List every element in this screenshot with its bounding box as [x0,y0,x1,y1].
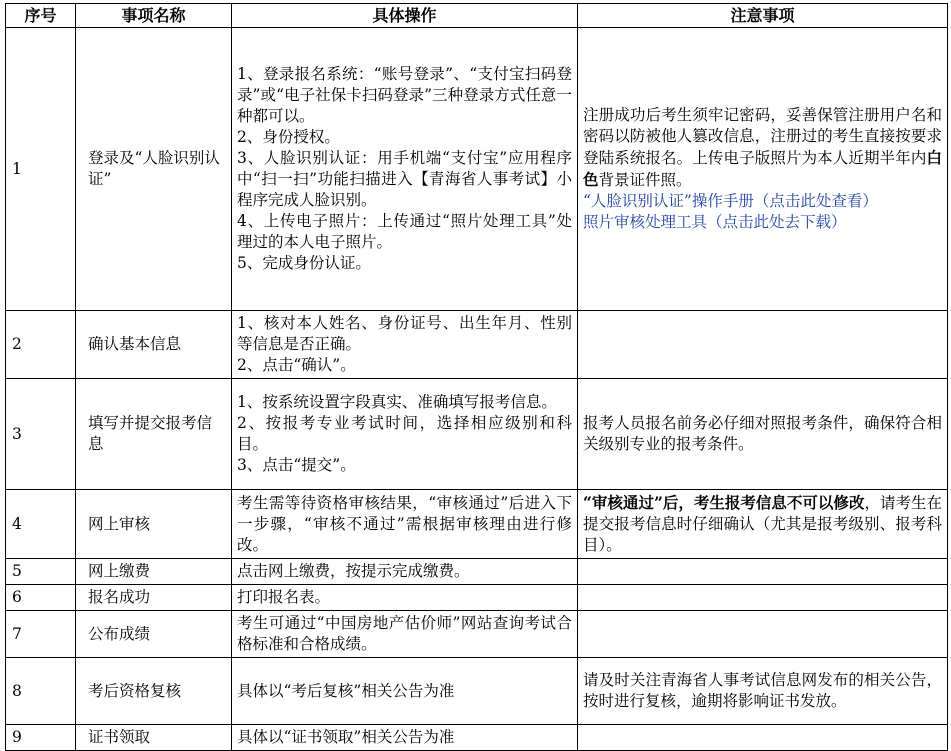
row-index: 2 [6,311,76,379]
row-operation [232,490,578,559]
header-notes: 注意事项 [578,4,948,28]
row-notes [578,611,948,658]
table-row [6,585,948,611]
op-line: 2、按报考专业考试时间，选择相应级别和科目。 [237,414,572,453]
row-index: 5 [6,559,76,585]
header-name: 事项名称 [76,4,232,28]
row-index: 1 [6,28,76,311]
table-row [6,490,948,559]
table-row [6,379,948,490]
note-text-part: ，请考生在提交报考信息时仔细确认（尤其是报考级别、报考科目）。 [583,494,942,554]
row-notes [578,311,948,379]
op-line: 考生可通过“中国房地产估价师”网站查询考试合格标准和合格成绩。 [237,614,572,653]
table-row [6,725,948,751]
op-line: 3、人脸识别认证：用手机端“支付宝”应用程序中“扫一扫”功能扫描进入【青海省人事考试】小程序完成人脸识别。 [237,149,572,209]
row-name: 报名成功 [76,585,232,611]
note-text-part: 背景证件照。 [598,171,692,189]
op-line: 1、核对本人姓名、身份证号、出生年月、性别等信息是否正确。 [237,314,572,353]
row-operation [232,379,578,490]
note-bold-text: “审核通过”后，考生报考信息不可以修改 [583,493,865,512]
table-row [6,28,948,311]
header-index: 序号 [6,4,76,28]
photo-tool-download-link[interactable]: 照片审核处理工具（点击此处去下载） [583,213,847,231]
note-bold-text: 白色 [583,148,942,189]
row-index: 6 [6,585,76,611]
face-auth-manual-link[interactable]: “人脸识别认证”操作手册（点击此处查看） [583,192,878,210]
row-operation [232,559,578,585]
row-operation [232,611,578,658]
op-line: 2、身份授权。 [237,128,340,146]
op-line: 考生需等待资格审核结果，“审核通过”后进入下一步骤，“审核不通过”需根据审核理由进行修改。 [237,493,572,554]
row-notes [578,725,948,751]
table-row [6,611,948,658]
row-index: 8 [6,658,76,725]
table-row [6,311,948,379]
note-text-part: 注册成功后考生须牢记密码，妥善保管注册用户名和密码以防被他人篡改信息，注册过的考生直接按要求登陆系统报名。上传电子版照片为本人近期半年内 [583,106,942,167]
row-notes [578,559,948,585]
row-name: 登录及“人脸识别认证” [76,28,232,311]
row-operation [232,725,578,751]
op-line: 2、点击“确认”。 [237,356,356,374]
header-operation: 具体操作 [232,4,578,28]
row-name: 公布成绩 [76,611,232,658]
op-line: 具体以“证书领取”相关公告为准 [237,728,455,746]
registration-steps-table [5,3,948,751]
row-operation [232,28,578,311]
row-operation [232,311,578,379]
op-line: 1、登录报名系统：“账号登录”、“支付宝扫码登录”或“电子社保卡扫码登录”三种登录方式任意一种都可以。 [237,65,572,125]
op-line: 5、完成身份认证。 [237,254,371,272]
note-text [583,106,942,189]
row-name: 确认基本信息 [76,311,232,379]
row-operation [232,585,578,611]
row-notes [578,28,948,311]
row-name: 填写并提交报考信息 [76,379,232,490]
row-name: 网上缴费 [76,559,232,585]
row-name: 证书领取 [76,725,232,751]
row-operation [232,658,578,725]
row-notes [578,490,948,559]
row-notes: 请及时关注青海省人事考试信息网发布的相关公告，按时进行复核，逾期将影响证书发放。 [578,658,948,725]
table-row [6,658,948,725]
op-line: 打印报名表。 [237,588,331,606]
row-notes: 报考人员报名前务必仔细对照报考条件，确保符合相关级别专业的报考条件。 [578,379,948,490]
row-name: 考后资格复核 [76,658,232,725]
op-line: 点击网上缴费，按提示完成缴费。 [237,562,470,580]
row-index: 7 [6,611,76,658]
op-line: 4、上传电子照片：上传通过“照片处理工具”处理过的本人电子照片。 [237,212,572,251]
row-index: 3 [6,379,76,490]
row-name: 网上审核 [76,490,232,559]
op-line: 3、点击“提交”。 [237,456,356,474]
table-row [6,559,948,585]
row-index: 9 [6,725,76,751]
row-notes [578,585,948,611]
op-line: 1、按系统设置字段真实、准确填写报考信息。 [237,393,557,411]
header-row [6,4,948,28]
row-index: 4 [6,490,76,559]
op-line: 具体以“考后复核”相关公告为准 [237,681,455,700]
